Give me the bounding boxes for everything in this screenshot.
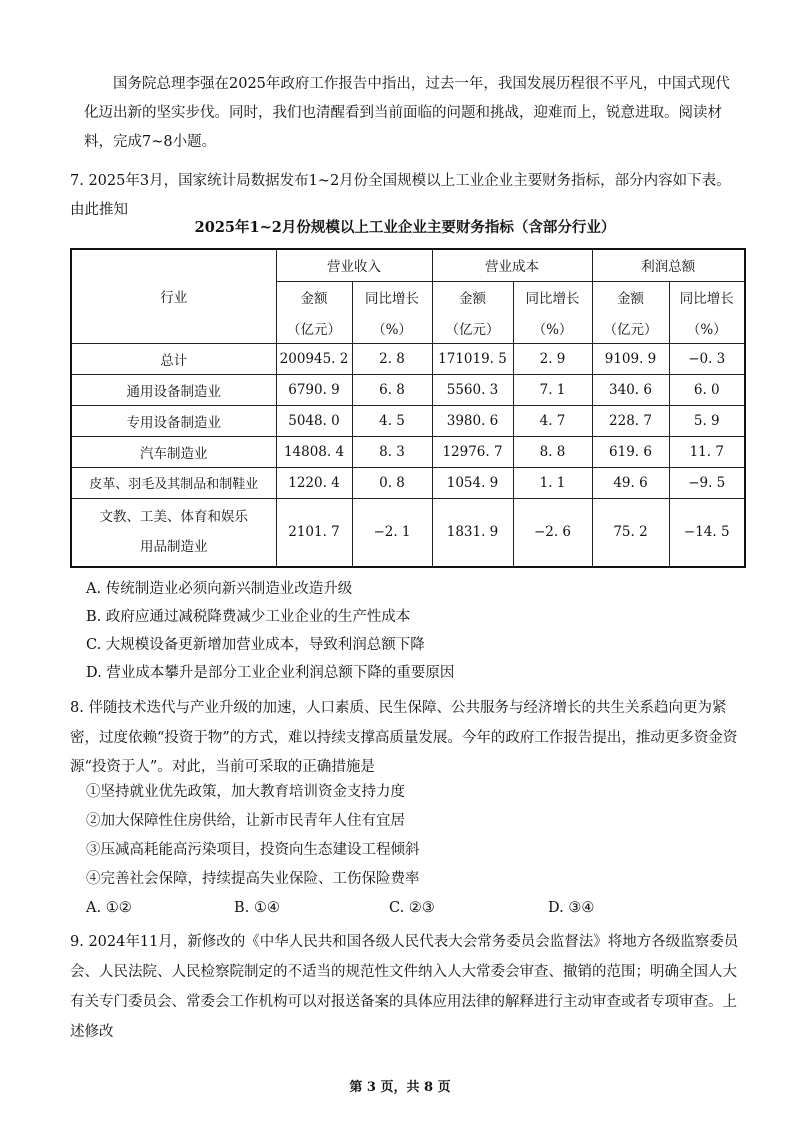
unit-profit-growth: （%） — [669, 313, 745, 343]
question-8-stem: 8. 伴随技术迭代与产业升级的加速，人口素质、民生保障、公共服务与经济增长的共生关系趋向更为紧密，过度依赖“投资于物”的方式，难以持续支撑高质量发展。今年的政府工作报告提出，推动更多资金资源“投资于人”。对此，当前可采取的正确措施是 — [70, 700, 738, 775]
unit-revenue-growth: （%） — [352, 313, 432, 343]
subheader-cost-growth: 同比增长 — [513, 281, 592, 313]
row-profit: 340. 6 — [592, 374, 669, 405]
q7-option-a[interactable]: A. 传统制造业必须向新兴制造业改造升级 — [86, 581, 353, 597]
row-cost-growth: 7. 1 — [513, 374, 592, 405]
table-row — [71, 405, 745, 436]
q8-item-4: ④完善社会保障，持续提高失业保险、工伤保险费率 — [86, 871, 420, 887]
row-revenue: 14808. 4 — [276, 436, 352, 467]
row-cost-growth: 2. 9 — [513, 343, 592, 374]
q8-item-1: ①坚持就业优先政策，加大教育培训资金支持力度 — [86, 784, 405, 800]
row-revenue-growth: 0. 8 — [352, 467, 432, 498]
header-cost: 营业成本 — [432, 249, 592, 281]
row-revenue-growth: 4. 5 — [352, 405, 432, 436]
q7-option-d[interactable]: D. 营业成本攀升是部分工业企业利润总额下降的重要原因 — [86, 665, 455, 681]
row-profit-growth: −9. 5 — [669, 467, 745, 498]
row-industry: 总计 — [71, 343, 276, 374]
financial-indicators-table — [70, 248, 746, 568]
row-cost: 1831. 9 — [432, 498, 513, 567]
row-profit: 49. 6 — [592, 467, 669, 498]
q7-option-b[interactable]: B. 政府应通过减税降费减少工业企业的生产性成本 — [86, 609, 411, 625]
header-profit: 利润总额 — [592, 249, 745, 281]
row-revenue: 5048. 0 — [276, 405, 352, 436]
row-cost: 5560. 3 — [432, 374, 513, 405]
row-profit-growth: 6. 0 — [669, 374, 745, 405]
row-cost: 171019. 5 — [432, 343, 513, 374]
table-title: 2025年1~2月份规模以上工业企业主要财务指标（含部分行业） — [194, 219, 616, 236]
row-profit: 619. 6 — [592, 436, 669, 467]
row-profit-growth: 11. 7 — [669, 436, 745, 467]
question-7-stem: 7. 2025年3月，国家统计局数据发布1~2月份全国规模以上工业企业主要财务指标，部分内容如下表。由此推知 — [70, 173, 731, 218]
row-industry: 专用设备制造业 — [71, 405, 276, 436]
row-industry: 皮革、羽毛及其制品和制鞋业 — [71, 467, 276, 498]
row-revenue: 1220. 4 — [276, 467, 352, 498]
unit-profit-amount: （亿元） — [592, 313, 669, 343]
row-cost-growth: 4. 7 — [513, 405, 592, 436]
subheader-profit-amount: 金额 — [592, 281, 669, 313]
q8-answer-b[interactable]: B. ①④ — [234, 900, 280, 916]
table-row — [71, 436, 745, 467]
row-cost: 1054. 9 — [432, 467, 513, 498]
row-industry: 通用设备制造业 — [71, 374, 276, 405]
unit-cost-amount: （亿元） — [432, 313, 513, 343]
header-industry: 行业 — [71, 249, 276, 343]
q7-option-c[interactable]: C. 大规模设备更新增加营业成本，导致利润总额下降 — [86, 637, 425, 653]
unit-cost-growth: （%） — [513, 313, 592, 343]
table-row — [71, 498, 745, 567]
intro-paragraph: 国务院总理李强在2025年政府工作报告中指出，过去一年，我国发展历程很不平凡，中国式现代化迈出新的坚实步伐。同时，我们也清醒看到当前面临的问题和挑战，迎难而上，锐意进取。阅读材料，完成7~8小题。 — [84, 76, 730, 150]
row-revenue: 2101. 7 — [276, 498, 352, 567]
row-industry — [71, 498, 276, 567]
question-9-stem: 9. 2024年11月，新修改的《中华人民共和国各级人民代表大会常务委员会监督法》将地方各级监察委员会、人民法院、人民检察院制定的不适当的规范性文件纳入人大常委会审查、撤销的范围；明确全国人大有关专门委员会、常委会工作机构可以对报送备案的具体应用法律的解释进行主动审查或者专项审查。上述修改 — [70, 934, 739, 1040]
row-profit: 75. 2 — [592, 498, 669, 567]
row-profit: 9109. 9 — [592, 343, 669, 374]
table-row — [71, 374, 745, 405]
row-profit-growth: −0. 3 — [669, 343, 745, 374]
header-revenue: 营业收入 — [276, 249, 432, 281]
subheader-profit-growth: 同比增长 — [669, 281, 745, 313]
table-row — [71, 467, 745, 498]
subheader-cost-amount: 金额 — [432, 281, 513, 313]
subheader-revenue-amount: 金额 — [276, 281, 352, 313]
row-cost: 12976. 7 — [432, 436, 513, 467]
row-profit-growth: −14. 5 — [669, 498, 745, 567]
row-revenue: 200945. 2 — [276, 343, 352, 374]
row-revenue-growth: −2. 1 — [352, 498, 432, 567]
row-industry-line2: 用品制造业 — [140, 539, 208, 556]
unit-revenue-amount: （亿元） — [276, 313, 352, 343]
q8-item-2: ②加大保障性住房供给，让新市民青年人住有宜居 — [86, 813, 405, 829]
row-revenue: 6790. 9 — [276, 374, 352, 405]
row-cost-growth: −2. 6 — [513, 498, 592, 567]
q8-answer-options — [86, 898, 726, 918]
q8-item-3: ③压减高耗能高污染项目，投资向生态建设工程倾斜 — [86, 842, 420, 858]
table-row — [71, 343, 745, 374]
row-profit-growth: 5. 9 — [669, 405, 745, 436]
table-header-row — [71, 249, 745, 281]
row-industry: 汽车制造业 — [71, 436, 276, 467]
q8-answer-c[interactable]: C. ②③ — [389, 900, 435, 916]
row-profit: 228. 7 — [592, 405, 669, 436]
row-cost-growth: 1. 1 — [513, 467, 592, 498]
row-cost-growth: 8. 8 — [513, 436, 592, 467]
q8-answer-a[interactable]: A. ①② — [86, 900, 132, 916]
row-revenue-growth: 8. 3 — [352, 436, 432, 467]
page-footer: 第 3 页，共 8 页 — [349, 1080, 451, 1095]
subheader-revenue-growth: 同比增长 — [352, 281, 432, 313]
row-revenue-growth: 2. 8 — [352, 343, 432, 374]
row-cost: 3980. 6 — [432, 405, 513, 436]
q8-answer-d[interactable]: D. ③④ — [548, 900, 595, 916]
row-revenue-growth: 6. 8 — [352, 374, 432, 405]
row-industry-line1: 文教、工美、体育和娱乐 — [99, 509, 248, 526]
